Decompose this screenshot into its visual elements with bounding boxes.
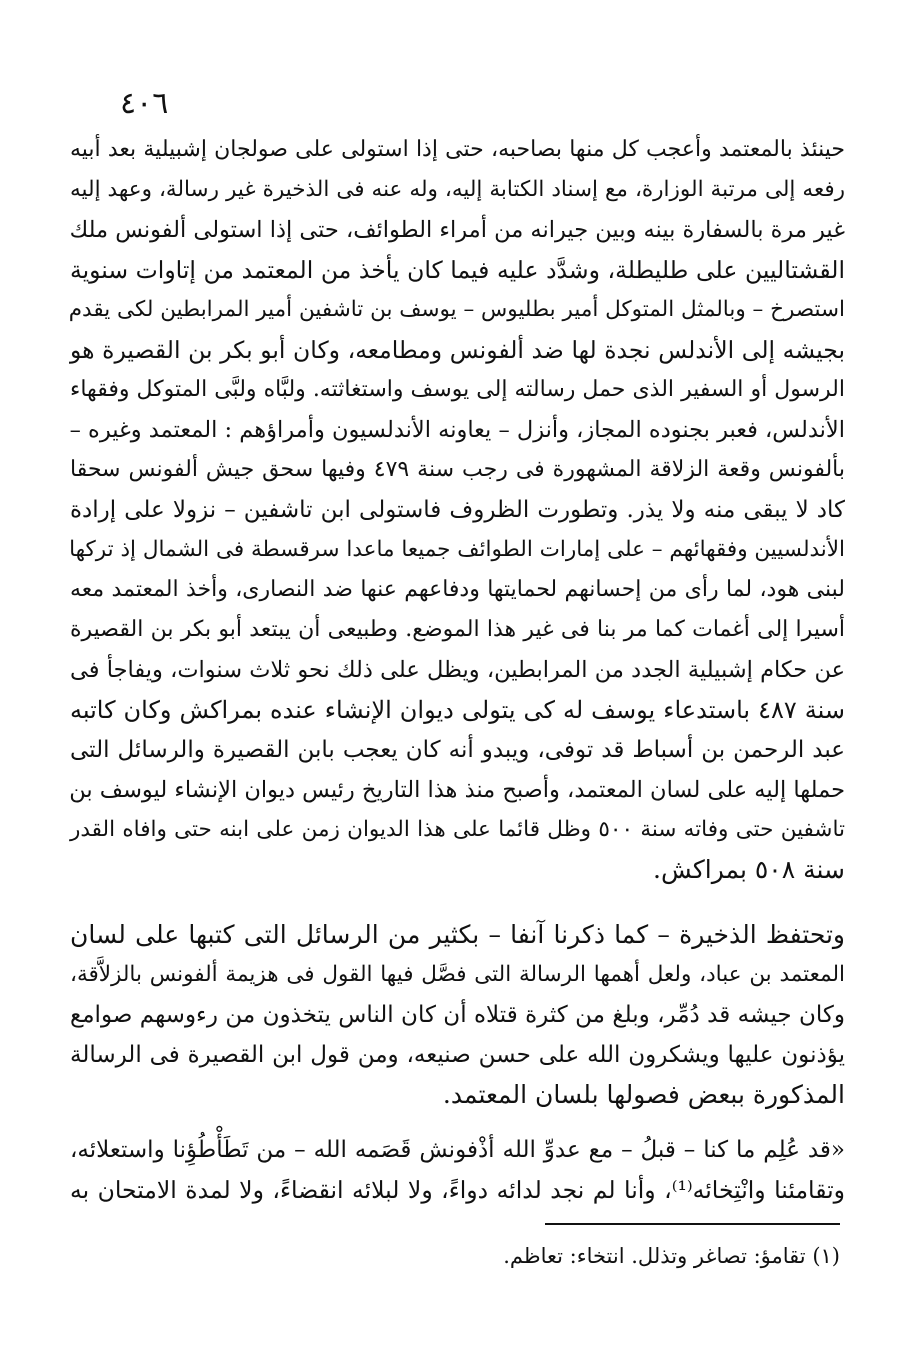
text-line: عبد الرحمن بن أسباط قد توفى، ويبدو أنه كان يعجب بابن القصيرة والرسائل التى: [70, 737, 845, 763]
text-line: رفعه إلى مرتبة الوزارة، مع إسناد الكتابة إليه، وله عنه فى الذخيرة غير رسالة، وعهد إليه: [70, 177, 845, 202]
text-line: المعتمد بن عباد، ولعل أهمها الرسالة التى فصَّل فيها القول فى هزيمة ألفونس بالزلاَّقة،: [70, 962, 845, 987]
text-line: «قد عُلِم ما كنا – قبلُ – مع عدوِّ الله أذْفونش قَصَمه الله – من تَطَأْطُؤِنا واستعلائه،: [70, 1137, 845, 1163]
text-line: الرسول أو السفير الذى حمل رسالته إلى يوسف واستغاثته. ولبَّاه ولبَّى المتوكل وفقهاء: [70, 377, 845, 402]
paragraph-1: [70, 130, 845, 890]
text-line: وتحتفظ الذخيرة – كما ذكرنا آنفا – بكثير من الرسائل التى كتبها على لسان: [70, 920, 845, 949]
text-line: كاد لا يبقى منه ولا يذر. وتطورت الظروف فاستولى ابن تاشفين – نزولا على إرادة: [70, 497, 845, 523]
quotation-paragraph: [70, 1130, 845, 1210]
text-line: القشتاليين على طليطلة، وشدَّد عليه فيما كان يأخذ من المعتمد من إتاوات سنوية: [70, 256, 845, 284]
text-line: وكان جيشه قد دُمِّر، وبلغ من كثرة قتلاه أن كان الناس يتخذون من رءوسهم صوامع: [70, 1002, 845, 1028]
text-line: الأندلسيين وفقهائهم – على إمارات الطوائف جميعا ماعدا سرقسطة فى الشمال إذ تركها: [69, 537, 845, 562]
footnote-divider: [545, 1223, 840, 1225]
text-line: أسيرا إلى أغمات كما مر بنا فى غير هذا الموضع. وطبيعى أن يبتعد أبو بكر بن القصيرة: [70, 617, 845, 642]
page-number: ٤٠٦: [120, 86, 169, 121]
text-line: المذكورة ببعض فصولها بلسان المعتمد.: [442, 1080, 845, 1109]
text-line: سنة ٤٨٧ باستدعاء يوسف له كى يتولى ديوان الإنشاء عنده بمراكش وكان كاتبه: [70, 696, 845, 724]
text-line: بجيشه إلى الأندلس نجدة لها ضد ألفونس ومطامعه، وكان أبو بكر بن القصيرة هو: [70, 336, 845, 364]
text-line: سنة ٥٠٨ بمراكش.: [653, 855, 845, 884]
paragraph-2: [70, 915, 845, 1115]
text-line: استصرخ – وبالمثل المتوكل أمير بطليوس – يوسف بن تاشفين أمير المرابطين لكى يقدم: [68, 297, 845, 322]
text-line: لبنى هود، لما رأى من إحسانهم لحمايتها ودفاعهم عنها ضد النصارى، وأخذ المعتمد معه: [70, 577, 845, 602]
text-line: غير مرة بالسفارة بينه وبين جيرانه من أمراء الطوائف، حتى إذا استولى ألفونس ملك: [69, 217, 845, 243]
text-line: الأندلس، فعبر بجنوده المجاز، وأنزل – يعاونه الأندلسيون وأمراؤهم : المعتمد وغيره –: [69, 417, 845, 443]
text-line: عن حكام إشبيلية الجدد من المرابطين، ويظل على ذلك نحو ثلاث سنوات، ويفاجأ فى: [70, 657, 845, 683]
text-line: يؤذنون عليها ويشكرون الله على حسن صنيعه، ومن قول ابن القصيرة فى الرسالة: [70, 1042, 845, 1068]
text-line: بألفونس وقعة الزلاقة المشهورة فى رجب سنة ٤٧٩ وفيها سحق جيش ألفونس سحقا: [70, 457, 845, 482]
footnote: (١) تقامؤ: تصاغر وتذلل. انتخاء: تعاظم.: [503, 1244, 840, 1268]
text-line: حينئذ بالمعتمد وأعجب كل منها بصاحبه، حتى إذا استولى على صولجان إشبيلية بعد أبيه: [70, 137, 845, 162]
text-line: حملها إليه على لسان المعتمد، وأصبح منذ هذا التاريخ رئيس ديوان الإنشاء ليوسف بن: [69, 777, 845, 803]
text-line: وتقامئنا وانْتِخائه⁽¹⁾، وأنا لم نجد لدائه دواءً، ولا لبلائه انقضاءً، ولا لمدة الامتحان به: [70, 1176, 845, 1204]
text-line: تاشفين حتى وفاته سنة ٥٠٠ وظل قائما على هذا الديوان زمن على ابنه حتى وافاه القدر: [70, 817, 845, 842]
